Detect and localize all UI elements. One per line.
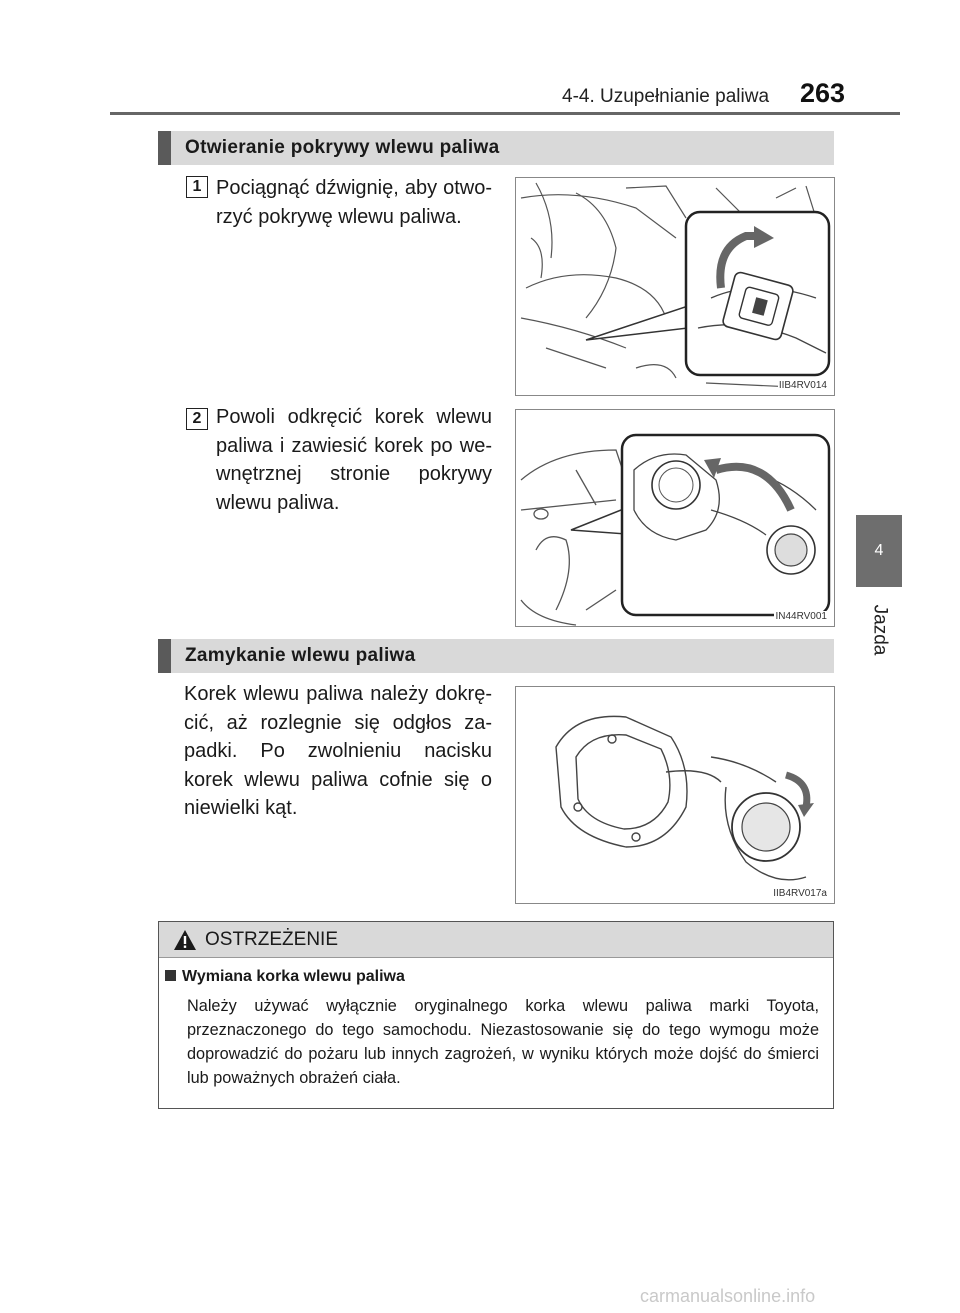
step-number-1: 1 [186,176,208,198]
running-header-section: 4-4. Uzupełnianie paliwa [562,86,770,107]
figure-code-3: IIB4RV017a [773,888,827,899]
figure-code-2: IN44RV001 [775,611,827,622]
page-number: 263 [800,78,846,108]
warning-header [159,922,833,958]
closing-text: Korek wlewu paliwa należy dokrę-cić, aż rozlegnie się odgłos za-padki. Po zwolnieniu nacisku korek wlewu paliwa cofnie się o niewielki kąt. [184,683,492,819]
fuel-cap-illustration [516,410,835,627]
warning-subheading-row [165,968,833,986]
step-number-2: 2 [186,408,208,430]
watermark: carmanualsonline.info [640,1286,816,1306]
figure-code-1: IIB4RV014 [778,380,827,391]
chapter-label-text: Jazda [868,604,890,656]
chapter-label [852,600,906,660]
warning-triangle-icon [173,929,197,951]
square-bullet-icon [165,970,176,981]
warning-subheading: Wymiana korka wlewu paliwa [182,968,405,985]
warning-text: Należy używać wyłącznie oryginalnego korka wlewu paliwa marki Toyota, przeznaczonego do tego samochodu. Niezastosowanie się do tego wymogu może doprowadzić do pożaru lub innych zagrożeń, w wyniku których może dojść do śmierci lub poważnych obrażeń ciała. [187,997,819,1087]
figure-fuel-cap-tighten [515,686,835,904]
warning-heading: OSTRZEŻENIE [205,928,339,950]
cap-tighten-illustration [516,687,835,904]
step-2-text: Powoli odkręcić korek wlewu paliwa i zawiesić korek po we-wnętrznej stronie pokrywy wlewu paliwa. [216,406,492,514]
cap-callout [622,435,829,615]
chapter-tab: 4 [856,515,902,587]
section-title-opening: Otwieranie pokrywy wlewu paliwa [158,131,834,165]
figure-fuel-lever [515,177,835,396]
figure-fuel-cap-hanging [515,409,835,627]
section-title-closing: Zamykanie wlewu paliwa [158,639,834,673]
fuel-lever-illustration [516,178,835,396]
warning-box [158,921,834,1109]
step-1-text: Pociągnąć dźwignię, aby otwo-rzyć pokrywę wlewu paliwa. [216,177,492,228]
header-rule [110,112,900,115]
